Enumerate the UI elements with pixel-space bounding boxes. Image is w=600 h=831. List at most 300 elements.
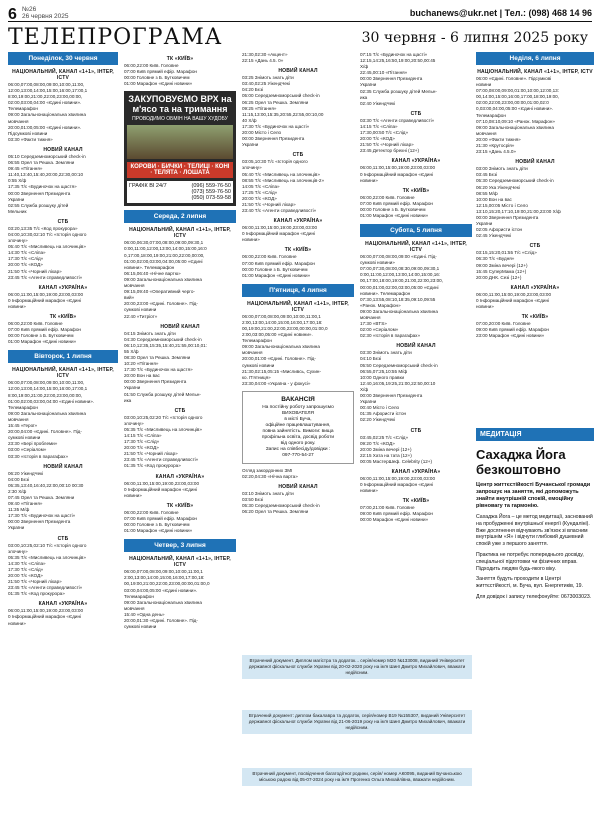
program-line: 23:30 «Бері проблеми» <box>8 441 58 447</box>
issue-info: №26 26 червня 2025 <box>22 6 69 20</box>
program-line: новини». Телемарафон <box>124 264 175 270</box>
program-line: новини» <box>8 303 26 309</box>
program-list <box>242 159 354 214</box>
program-line: 8:00,19:00,21:00,22:00,23:00,00:00, <box>8 94 83 100</box>
program-line: 17:30 Т/с «Слід» <box>8 566 44 572</box>
program-list <box>360 435 472 465</box>
contacts: buchanews@ukr.net | Тел.: (098) 468 14 96 <box>409 8 592 18</box>
program-line: 04:00,10:30,02:10 Т/с «Історія одного <box>8 231 87 237</box>
program-line: України <box>8 196 25 202</box>
program-line: 07:00 Київ прямий ефір. Марафон <box>8 327 81 333</box>
program-line: 0,03:00,04:00,05:00 «Єдині новини». <box>476 106 554 112</box>
program-line: 01:00 Марафон «Єдині новини» <box>124 81 193 87</box>
program-line: 17:30 Т/с «Слід» <box>8 256 44 262</box>
program-line: 21:50 Т/с «Чорний ліхар» <box>124 451 178 457</box>
program-line: 03:40,02:25 УікендЧекі <box>242 81 290 87</box>
program-line: новини» <box>242 237 260 243</box>
program-line: 11:40,13:40,15:40,20:00,22:30,00:10 <box>8 172 84 178</box>
program-line: 12:15,14:25,16:50,19:00,20:50,00:45 <box>360 58 436 64</box>
program-line: 10:20 «Пітання» <box>124 361 159 367</box>
program-line: 04:20 Бєзі <box>242 87 264 93</box>
program-line: 06:00,07:00,08:00,09:00,10:00,11:00, <box>8 380 85 386</box>
meditation-article <box>476 428 594 601</box>
program-line: 17:30,00:50 Т/с «Слід» <box>360 130 409 136</box>
program-list <box>360 118 472 155</box>
cattle-photo <box>127 125 233 159</box>
day-header-wednesday: Середа, 2 липня <box>124 210 236 223</box>
program-line: 03:30 Т/с «Агенти справедливості» <box>360 117 435 123</box>
program-line: 23:45 Детектор брехні (12+) <box>360 148 420 154</box>
program-line: 09:00 Загальнонаціональна хвилина <box>8 112 86 118</box>
program-line: 12:15,00:05 Місто і Село <box>476 202 528 208</box>
program-line: 2:00,13:00,14:00,15:00,16:00,17:00,18: <box>124 575 205 581</box>
program-line: 02:05 Афористи істон <box>476 227 523 233</box>
program-line: 05:50 Середземноморський check-in <box>360 362 438 368</box>
program-line: 06:20 Орел та Решка. Земляни <box>242 509 309 515</box>
program-line: вий» <box>124 295 135 301</box>
channel-name: НАЦІОНАЛЬНИЙ, КАНАЛ «1+1», ІНТЕР, ICTV <box>247 300 349 313</box>
program-line: 0:00,11:00,12:00,13:00,14:00,15:00,16: <box>360 272 441 278</box>
program-line: України <box>476 221 493 227</box>
program-line: Телемарафон <box>476 112 506 118</box>
lost-document-notice: Втрачений документ, посвідчення багатодітної родини, серія/ номер АК0095, виданий Бучанською міською радою від 05-07-2024 року на ім'я Прогенко Ольга Михайлівна, вважати недійсним. <box>242 768 472 786</box>
channel-name: КАНАЛ «УКРАЇНА» <box>38 284 88 291</box>
column-saturday <box>360 52 472 651</box>
program-line: 0:55 Х/ф <box>8 178 27 184</box>
article-title: Сахаджа Йога безкоштовно <box>476 447 566 477</box>
program-line: 17:30 Т/с «Будиночок на щасті» <box>242 123 310 129</box>
program-line: 06:10,12:35,15:35,15:40,21:55,00:10,01: <box>124 342 208 348</box>
program-line: 06:30 Т/с «Будня» <box>476 256 515 262</box>
program-line: 05:40 Т/с «Мисливець на злочинців» <box>242 171 320 177</box>
program-line: 12:00,13:00,14:00,15:00,16:00,17:00,1 <box>8 386 88 392</box>
program-line: злочину» <box>124 420 144 426</box>
program-list <box>242 52 354 64</box>
program-line: 06:00,11:00,15:00,19:00,23:00,03:00 <box>242 225 318 231</box>
program-line: 04:10 Бєзі <box>360 356 382 362</box>
program-line: 23:45 Т/с «Агенти справедливості» <box>8 585 83 591</box>
program-line: 01:00 Марафон «Єдині новини» <box>8 339 77 345</box>
program-list <box>8 608 118 626</box>
program-list <box>242 75 354 148</box>
program-line: 21:50 Т/с «Чорний ліхар» <box>242 201 296 207</box>
channel-name: НОВИЙ КАНАЛ <box>160 323 200 330</box>
program-line: 03:45,02:25 Т/с «Слід» <box>360 434 409 440</box>
program-line: 00:00 Звернення Президента <box>124 379 187 385</box>
channel-name: ТК «КИЇВ» <box>521 314 549 321</box>
program-line: 14:15 Т/с «Сліпа» <box>360 123 398 129</box>
program-line: 06:00,07:00,08:00,09:00,10:00,11:00,1 <box>242 313 321 319</box>
program-list <box>242 225 354 243</box>
program-line: 2:30 Х/ф <box>8 488 27 494</box>
column-sunday <box>476 52 594 421</box>
program-line: 10:00 Одного правки <box>360 374 405 380</box>
program-list <box>8 471 118 532</box>
channel-name: СТБ <box>292 152 304 159</box>
program-line: в місті Буча, <box>284 416 312 422</box>
program-line: 21:50 Т/с «Чорний ліхар» <box>360 142 414 148</box>
program-line: 05:30 Середземноморський check-in <box>242 503 320 509</box>
channel-name: НОВИЙ КАНАЛ <box>515 159 555 166</box>
program-line: 09:00 Загальнонаціональна хвилина <box>242 344 320 350</box>
program-line: 03:00,10:25,02:10 Т/с «Історія одного <box>8 542 87 548</box>
program-line: 14:30 Т/с «Сліпа» <box>8 250 46 256</box>
program-line: 20:00 Місто і Село <box>242 130 282 136</box>
program-line: 06:00,11:00,15:00,19:00,23:00,03:00 <box>360 475 436 481</box>
program-line: 06:00,22:00 Київ. Головне <box>124 509 179 515</box>
channel-name: ТК «КИЇВ» <box>166 502 194 509</box>
program-list <box>124 481 236 499</box>
program-list <box>8 82 118 143</box>
program-line: 00:00,01:00,02:00,03:00,05:00 «Єдині <box>360 284 439 290</box>
program-line: від одного року. <box>280 440 316 446</box>
program-line: На постійну роботу запрошуємо <box>262 404 334 410</box>
program-line: 01:50 Служба розшуку дітей Мельн- <box>124 391 201 397</box>
program-list <box>242 491 354 515</box>
channel-name: КАНАЛ «УКРАЇНА» <box>510 284 560 291</box>
program-line: 00:05 МастерШеф. Celebrity (12+) <box>360 458 433 464</box>
program-list <box>476 166 594 239</box>
page-number: 6 <box>8 6 17 23</box>
program-line: 21:30,02:15,05:15 «Мисливсь, Сухин- <box>242 368 321 374</box>
channel-name: НАЦІОНАЛЬНИЙ, КАНАЛ «1+1», ІНТЕР, ICTV <box>12 69 114 81</box>
program-line: 05:35 Т/с «Мисливець на злочинців» <box>124 426 202 432</box>
channel-name: НОВИЙ КАНАЛ <box>43 463 83 470</box>
column-thursday-friday <box>242 52 354 651</box>
program-line: 01:00 Марафон «Єдині новини» <box>124 528 193 534</box>
program-line: 03:30 «Факти тижня» <box>8 136 53 142</box>
program-line: України <box>8 525 25 531</box>
program-line: 14:05 Т/с «Сліпа» <box>242 183 280 189</box>
program-line: 03:50 Бєзі <box>242 497 264 503</box>
program-line: новини» <box>124 492 142 498</box>
program-line: 07:10,08:10,09:10 «Ранок. Марафон» <box>476 118 555 124</box>
program-line: 20:00 ДНК. Сезі (12+) <box>476 274 522 280</box>
program-line: 15:45 «Герої» <box>8 423 38 429</box>
page-title: ТЕЛЕПРОГРАМА <box>8 25 223 50</box>
program-line: 06:00 «Єдині. Головне». Підсумкові <box>476 76 552 81</box>
program-line: 07:00,20:00 Київ. Головне <box>476 321 531 327</box>
program-line: сумкові новини <box>124 624 157 630</box>
program-line: 55 Х/ф <box>124 348 139 354</box>
channel-name: НОВИЙ КАНАЛ <box>43 146 83 153</box>
program-line: 06:00,22:00 Київ. Головне <box>360 194 415 200</box>
program-line: повна зайнятість. Вимоги: вища <box>262 428 334 434</box>
channel-name: ТК «КИЇВ» <box>49 314 77 320</box>
program-line: 00,19:00,21:00,22:00,23:00,00:00,01:00,0 <box>242 326 328 331</box>
program-line: 01:00,02:00,03:00,04:00 «Єдині новини». <box>8 398 95 404</box>
program-line: 03:00 Знімоть знать діти <box>476 166 528 172</box>
program-line: 06:15,06:40 «Нічне вартю» <box>124 270 181 276</box>
program-line: 06:25 Орел та Решка. Земляни <box>242 99 309 105</box>
channel-name: СТБ <box>529 243 541 250</box>
program-line: 23:30,04:00 «Україна - у фокусі» <box>242 380 311 386</box>
channel-name: НОВИЙ КАНАЛ <box>278 68 318 75</box>
program-line: 03:00,04:00,05:00 «Єдині новини». <box>124 587 198 593</box>
program-list <box>8 226 118 281</box>
program-line: новини <box>476 82 492 88</box>
program-line: 21:50 Т/с «Чорний ліхар» <box>8 579 62 585</box>
program-line: 02:00 «Серіалом» <box>360 327 399 333</box>
channel-name: НАЦІОНАЛЬНИЙ, КАНАЛ «1+1», ІНТЕР, ICTV <box>477 69 593 75</box>
channel-name: ТК «КИЇВ» <box>402 187 430 194</box>
program-line: 07:00 Київ прямий ефір. Марафон <box>124 515 197 521</box>
program-line: 05:30 Середземноморський check-in <box>476 178 554 184</box>
program-line: 23:40 Т/с «Агенти справедливості» <box>242 208 317 214</box>
channel-name: КАНАЛ «УКРАЇНА» <box>38 601 88 608</box>
program-line: 07:00 Київ прямий ефір. Марафон <box>360 200 433 206</box>
program-line: 06:20 Ука УікендЧекі <box>476 184 520 190</box>
article-paragraph: Практика не потребує попереднього досвіду, спеціальної підготовки чи фізичних вправ. Підходить людям будь-якого віку. <box>476 551 584 572</box>
program-line: 2:00,13:00,14:00,15:00,16:00,17:00,18: <box>242 319 323 325</box>
program-line: мовчання <box>242 350 263 356</box>
program-list <box>8 543 118 598</box>
channel-name: СТБ <box>174 407 186 414</box>
program-line: офіційне працевлаштування, <box>265 422 331 428</box>
channel-name: СТБ <box>410 427 422 434</box>
program-line: Телемарафон <box>8 404 38 410</box>
program-line: 03:00,10:25,02:20 Т/с «Історія одного <box>124 414 203 420</box>
program-line: 02:35 Служба розшуку дітей Мельн- <box>360 88 437 94</box>
program-line: 00,17:00,18:00,19:00,21:00,22:00,23:00, <box>360 278 444 284</box>
program-line: 06:00,11:00,15:00,19:00,23:00,03:00 <box>476 291 552 297</box>
program-line: 01:00 Марафон «Єдині новини» <box>242 272 311 278</box>
program-line: 20:00 Т/с «КОД» <box>360 136 395 142</box>
program-line: 06:00,11:00,15:00,19:00,23:00,03:00 <box>8 608 84 614</box>
program-line: 01:00 Марафон «Єдині новини» <box>360 212 429 218</box>
program-line: 09:00 Загальнонаціональна хвилина <box>360 308 438 314</box>
channel-name: НАЦІОНАЛЬНИЙ, КАНАЛ «1+1», ІНТЕР, ICTV <box>129 556 231 569</box>
program-line: ика <box>124 397 132 403</box>
program-line: 02:20,04:30 «Нічна варта» <box>242 474 298 480</box>
program-line: 0 Інформаційний марафон «Єдині <box>476 297 550 303</box>
program-line: 00:00 Головне з Б. Бутковичем <box>360 206 426 212</box>
program-line: Телемарафон <box>124 593 154 599</box>
program-line: злочину» <box>242 165 262 171</box>
program-line: 03:30 Знімоть знать діти <box>360 350 412 356</box>
program-line: 02:40 УікендЧекі <box>360 100 396 106</box>
program-line: мовчання <box>124 605 145 611</box>
program-line: 23:15 «Дань 4.5.0» <box>476 149 516 155</box>
program-line: 06:00,07:00,08:00,09:00,10:00,11:00,1 <box>124 569 203 575</box>
channel-name: СТБ <box>410 110 422 117</box>
program-line: 21:30,02:30 «Акцент» <box>242 52 288 57</box>
program-line: 22:15 Хата на тата (12+) <box>360 452 412 458</box>
program-line: 00:40 Місто і Село <box>360 405 400 411</box>
program-line: 03:25 Знімоть знать діти <box>242 75 294 81</box>
program-line: Х/ф <box>360 386 369 392</box>
program-line: 20:00,01:30 «Єдині. Головне». Під- <box>124 617 198 623</box>
program-line: 09:40 «Пітання» <box>8 501 43 507</box>
channel-name: НАЦІОНАЛЬНИЙ, КАНАЛ «1+1», ІНТЕР, ICTV <box>365 241 467 254</box>
program-line: 03:00 «Серіалом» <box>8 447 47 453</box>
program-list <box>124 415 236 470</box>
program-line: ика <box>360 94 368 100</box>
program-line: 05:10 Середземноморський check-in <box>8 153 86 159</box>
program-line: 00:00 Звернення Президента <box>8 190 71 196</box>
program-line: 22:40 «Титріот» <box>124 313 158 319</box>
program-line: 21:50 Т/с «Чорний ліхар» <box>8 268 62 274</box>
program-line: 0 Інформаційний марафон «Єдині <box>124 486 198 492</box>
program-line: ко. П'ятниця» <box>242 374 271 380</box>
ad-phones: ГРАФІК ВІ 24/7 (096) 559-76-50 (073) 559-76-50 (050) 073-59-58 <box>129 183 231 202</box>
program-line: ВИХОВАТЕЛЯ <box>281 410 315 416</box>
date-range: 30 червня - 6 липня 2025 року <box>361 30 588 46</box>
program-line: 10:00 Вон на вас <box>476 196 512 202</box>
program-list <box>8 154 118 215</box>
program-line: мовчання <box>124 283 145 289</box>
program-line: 09:00 Загальнонаціональна хвилина <box>476 124 554 130</box>
program-line: 00,19:00,21:00,22:00,23:00,00:00,01:00,0 <box>124 581 210 587</box>
program-line: 06:00,07:00,08:00,09:00 «Єдині. Під- <box>360 254 437 260</box>
program-line: 12:00,13:00,14:00,15:00,16:00,17:00,1 <box>8 88 88 94</box>
program-line: 06:20 УікендЧекі <box>8 470 44 476</box>
program-list <box>8 380 118 459</box>
program-line: 13:10,15:20,17:10,19:00,21:00,23:00 Х/ф <box>476 208 561 214</box>
program-line: 05:00 Середземноморський check-in <box>242 93 320 99</box>
program-line: 00,14:00,15:00,16:00,17:00,18:00,19:00, <box>476 94 560 100</box>
program-line: 01:35 Афористи істон <box>360 411 407 417</box>
program-line: Телемарафон <box>242 338 272 344</box>
program-line: 01:00,02:00,03:00,04:00,05:00 «Єдині <box>124 258 203 264</box>
program-line: 06:55 Орел та Решка. Земляни <box>8 160 75 166</box>
program-line: 07:45 Орел та Решка. Земляни <box>8 494 75 500</box>
program-line: 20:00 Т/с «КОД» <box>124 445 159 451</box>
program-line: 0 Інформаційний марафон «Єдині <box>360 482 434 488</box>
program-line: України <box>360 82 377 88</box>
program-line: 06:00,11:00,15:00,19:00,23:00,03:00 <box>360 165 436 171</box>
vacancy-ad <box>242 391 354 464</box>
program-line: Телемарафон <box>8 106 38 112</box>
program-line: мовчання <box>360 315 381 320</box>
program-line: 09:45 «Пітання» <box>8 166 43 172</box>
program-line: 20:00 Т/с «КОД» <box>8 262 43 268</box>
program-line: 02:00,03:00,04:00 «Єдині новини». <box>8 100 82 106</box>
program-line: новини» <box>476 304 494 309</box>
program-line: новини» <box>360 177 378 183</box>
program-line: 07:00,07:30,08:00,08:30,09:00,09:30,1 <box>360 266 440 272</box>
program-line: 00:00 Головне з Б. Бутковичем <box>242 266 308 272</box>
program-line: 0 Інформаційний марафон «Єдині <box>242 231 316 237</box>
program-line: 03:15,15:20,01:55 Т/с «Слід» <box>476 250 537 256</box>
program-line: 20:00 «Факти тижня» <box>476 136 521 142</box>
program-line: 09:00 Зміна вечері (12+) <box>476 262 528 268</box>
section-label: МЕДИТАЦІЯ <box>476 428 594 441</box>
program-line: 06:00,07:00,08:00,09:00,10:00,11:00, <box>8 82 85 87</box>
program-line: 14:30 Т/с «Сліпа» <box>8 560 46 566</box>
program-list <box>124 569 236 630</box>
program-line: 07:00 Київ прямий ефір. Марафон <box>124 69 197 75</box>
program-line: новини». Телемарафон <box>360 290 411 296</box>
program-line: Огляд закордонних ЗМІ <box>242 467 293 473</box>
program-line: 03:20,13:35 Т/с «Код прокурора» <box>8 225 78 231</box>
program-line: 00:00 Звернення Президента <box>242 136 305 142</box>
program-line: 05:35,13:40,16:40,22:00,00:10 00:30 <box>8 482 84 488</box>
program-line: 15:45 СуперМама (12+) <box>476 268 527 274</box>
program-line: 07:00,21:00 Київ. Головне <box>360 505 415 511</box>
program-list <box>360 195 472 219</box>
program-line: 05:35 Т/с «Мисливець на злочинців» <box>8 554 86 560</box>
program-line: 01:35 Т/с «Код прокурора» <box>8 591 65 597</box>
program-line: сумкові новини» <box>360 260 395 266</box>
program-line: 09:00 Загальнонаціональна хвилина <box>8 410 86 416</box>
program-line: 097-770-54-27 <box>282 452 314 458</box>
program-line: 07:00 Київ прямий ефір. Марафон <box>242 260 315 266</box>
program-line: України <box>124 385 141 391</box>
program-line: України <box>242 142 259 148</box>
program-line: 23:00 Марафон «Єдині новини» <box>476 333 545 339</box>
program-line: 20:00 Т/с «КОД» <box>242 195 277 201</box>
program-line: 0 Інформаційний марафон «Єдині <box>8 614 82 620</box>
channel-name: СТБ <box>57 218 69 225</box>
program-line: 22:15 «Дань 4.5. 0» <box>242 58 284 64</box>
program-line: 03:45 Бєзі <box>476 172 498 178</box>
program-line: 03:10 Знімоть знать діти <box>242 491 294 497</box>
program-list <box>360 52 472 107</box>
program-list <box>476 250 594 280</box>
program-list <box>247 405 349 459</box>
program-line: 20:00,01:00,05:00 «Єдині новини». <box>8 124 82 130</box>
program-line: злочину» <box>8 238 28 244</box>
program-line: 20:00 Зміна вечері (12+) <box>360 446 412 452</box>
program-line: профільна освіта, досвід роботи <box>261 434 335 440</box>
program-line: 20:00 Т/с «КОД» <box>8 573 43 578</box>
channel-name: КАНАЛ «УКРАЇНА» <box>391 468 441 475</box>
program-line: 09:00 Загальнонаціональна хвилина <box>124 276 202 282</box>
program-line: 20:00,23:00 «Єдині. Головне». Під- <box>124 301 198 307</box>
program-line: 06:00,11:00,15:00,19:00,23:00,03:00 <box>8 291 84 297</box>
day-header-monday: Понеділок, 30 червня <box>8 52 118 65</box>
ad-livestock-list: КОРОВИ · БИЧКИ · ТЕЛИЦІ · КОНІ · ТЕЛЯТА · ЛОШАТА <box>127 162 233 178</box>
program-line: 06:00,22:00 Київ. Головне <box>124 63 179 68</box>
program-line: новини» <box>8 620 26 626</box>
program-list <box>476 321 594 339</box>
program-line: 06:55,07:25,10:55 М/ф <box>360 368 408 374</box>
program-line: сумкові новини <box>124 307 157 313</box>
program-line: злочину» <box>8 548 28 554</box>
article-paragraph: Для довідок і запису телефонуйте: 0673003023. <box>476 593 592 600</box>
program-line: 03:05,10:30 Т/с «Історія одного <box>242 159 308 165</box>
program-line: 06:00,11:00,15:00,19:00,23:00,03:00 <box>124 480 200 486</box>
program-line: новини» <box>360 488 378 494</box>
program-line: сумкові новини <box>8 435 41 441</box>
program-line: 04:30 Середземноморський check-in <box>124 336 202 342</box>
day-header-tuesday: Вівторок, 1 липня <box>8 350 118 363</box>
program-line: 02:00,22:00,23:00,00:00,01:00,02:0 <box>476 100 549 106</box>
program-list <box>242 254 354 278</box>
program-line: 00:00 Головне з Б. Бутковичем <box>124 522 190 528</box>
program-line: 0 Інформаційний марафон «Єдині <box>8 297 82 303</box>
program-line: України <box>360 399 377 405</box>
program-line: 00:00 Головне з Б. Бутковичем <box>8 333 74 339</box>
program-line: 00:00 Звернення Президента <box>476 214 539 220</box>
program-line: 20:00,04:00 «Єдині. Головне». Під- <box>8 429 82 435</box>
program-line: Х/ф <box>360 64 369 70</box>
program-list <box>242 468 354 480</box>
program-line: 05:40 Т/с «Мисливець на злочинців» <box>8 244 86 250</box>
program-list <box>124 331 236 404</box>
channel-name: КАНАЛ «УКРАЇНА» <box>391 158 441 165</box>
program-list <box>476 76 594 155</box>
cattle-buying-ad <box>124 91 236 206</box>
channel-name: ТК «КИЇВ» <box>166 56 194 62</box>
program-list <box>124 240 236 319</box>
channel-name: СТБ <box>57 535 69 542</box>
program-list <box>124 510 236 534</box>
channel-name: ТК «КИЇВ» <box>284 247 312 254</box>
program-line: 06:00,06:30,07:00,08:00,09:00,09:30,1 <box>124 240 204 246</box>
column-wednesday-thursday <box>124 52 236 825</box>
